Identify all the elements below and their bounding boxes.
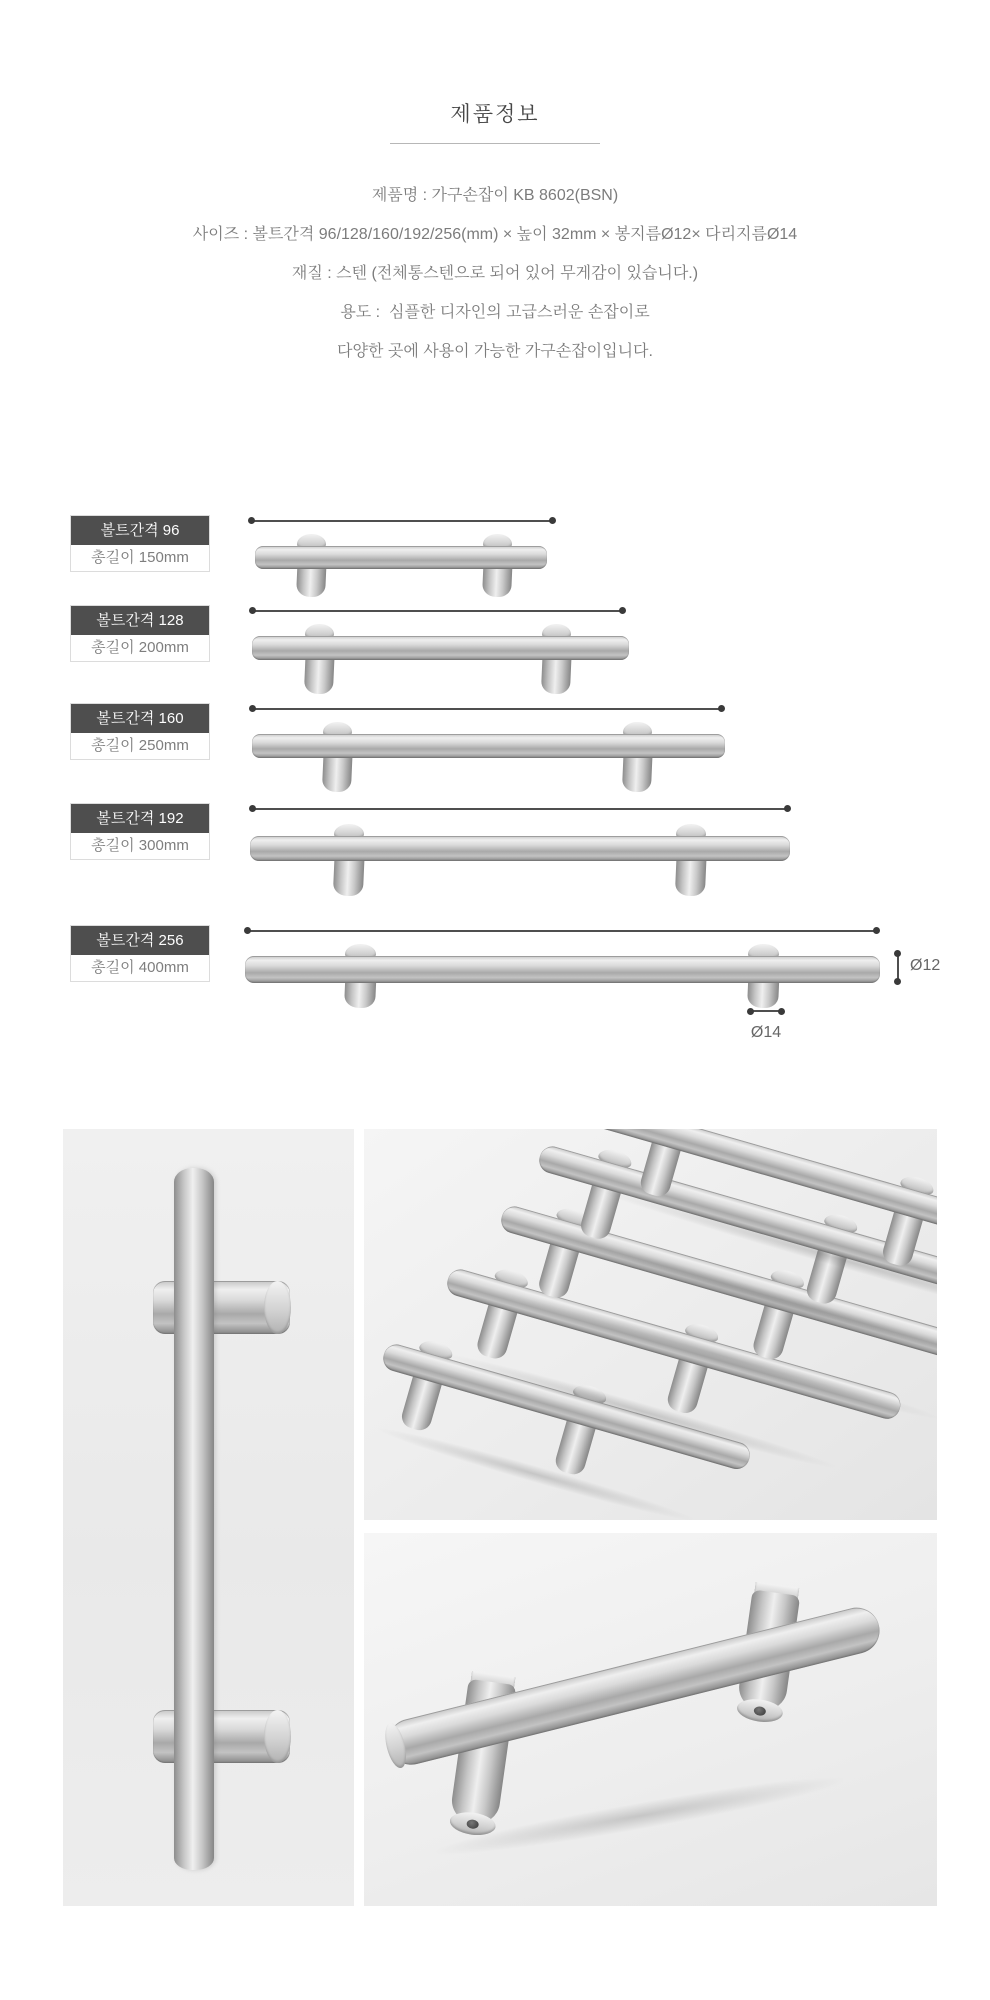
info-line-usage-2: 다양한 곳에 사용이 가능한 가구손잡이입니다. [337, 343, 653, 360]
bar-diameter-label: Ø12 [910, 957, 941, 974]
total-length-label-160: 총길이 250mm [71, 733, 209, 759]
dim-dot [249, 607, 256, 614]
info-line-size: 사이즈 : 볼트간격 96/128/160/192/256(mm) × 높이 32mm × 봉지름Ø12× 다리지름Ø14 [192, 226, 798, 243]
dim-dot [249, 805, 256, 812]
dim-dot [747, 1008, 754, 1015]
bolt-spacing-label-256: 볼트간격 256 [71, 926, 209, 955]
product-info-text [0, 176, 990, 371]
info-line-usage: 용도 : 심플한 디자인의 고급스러운 손잡이로 [340, 304, 650, 321]
total-length-label-192: 총길이 300mm [71, 833, 209, 859]
dim-dot [244, 927, 251, 934]
bolt-spacing-label-160: 볼트간격 160 [71, 704, 209, 733]
handle-bar-256 [245, 956, 880, 983]
size-label-128 [70, 605, 210, 662]
bolt-dim-line-128 [252, 610, 622, 612]
size-label-160 [70, 703, 210, 760]
dim-dot [549, 517, 556, 524]
handle-leg-cap-image [264, 1281, 291, 1334]
handle-bar-128 [252, 636, 629, 660]
handle-bar-160 [252, 734, 725, 758]
total-length-label-96: 총길이 150mm [71, 545, 209, 571]
handle-bar-image [383, 1603, 884, 1770]
handle-image [376, 1574, 912, 1881]
dim-dot [784, 805, 791, 812]
page-title: 제품정보 [450, 103, 540, 126]
handle-rod-image [174, 1168, 214, 1870]
dim-dot [619, 607, 626, 614]
handle-leg-cap-image [264, 1710, 291, 1763]
size-label-96 [70, 515, 210, 572]
size-label-192 [70, 803, 210, 860]
leg-diameter-dim-line [751, 1010, 781, 1012]
handle-bar-96 [255, 546, 547, 569]
dim-dot [248, 517, 255, 524]
dim-dot [778, 1008, 785, 1015]
title-underline [390, 143, 600, 144]
bolt-spacing-label-192: 볼트간격 192 [71, 804, 209, 833]
total-length-label-256: 총길이 400mm [71, 955, 209, 981]
dim-dot [873, 927, 880, 934]
dim-dot [894, 978, 901, 985]
dim-dot [894, 950, 901, 957]
product-photo-vertical [63, 1129, 354, 1906]
dim-dot [718, 705, 725, 712]
info-line-product-name: 제품명 : 가구손잡이 KB 8602(BSN) [371, 187, 619, 204]
bolt-dim-line-96 [251, 520, 552, 522]
product-photo-group [364, 1129, 937, 1520]
size-label-256 [70, 925, 210, 982]
info-line-material: 재질 : 스텐 (전체통스텐으로 되어 있어 무게감이 있습니다.) [291, 265, 699, 282]
bolt-dim-line-256 [247, 930, 876, 932]
bolt-dim-line-160 [252, 708, 721, 710]
bar-diameter-dim-line [897, 954, 899, 981]
total-length-label-128: 총길이 200mm [71, 635, 209, 661]
handle-bar-192 [250, 836, 790, 861]
product-photo-closeup [364, 1533, 937, 1906]
bolt-spacing-label-96: 볼트간격 96 [71, 516, 209, 545]
dim-dot [249, 705, 256, 712]
leg-diameter-label: Ø14 [750, 1024, 782, 1041]
bolt-spacing-label-128: 볼트간격 128 [71, 606, 209, 635]
bolt-dim-line-192 [252, 808, 787, 810]
